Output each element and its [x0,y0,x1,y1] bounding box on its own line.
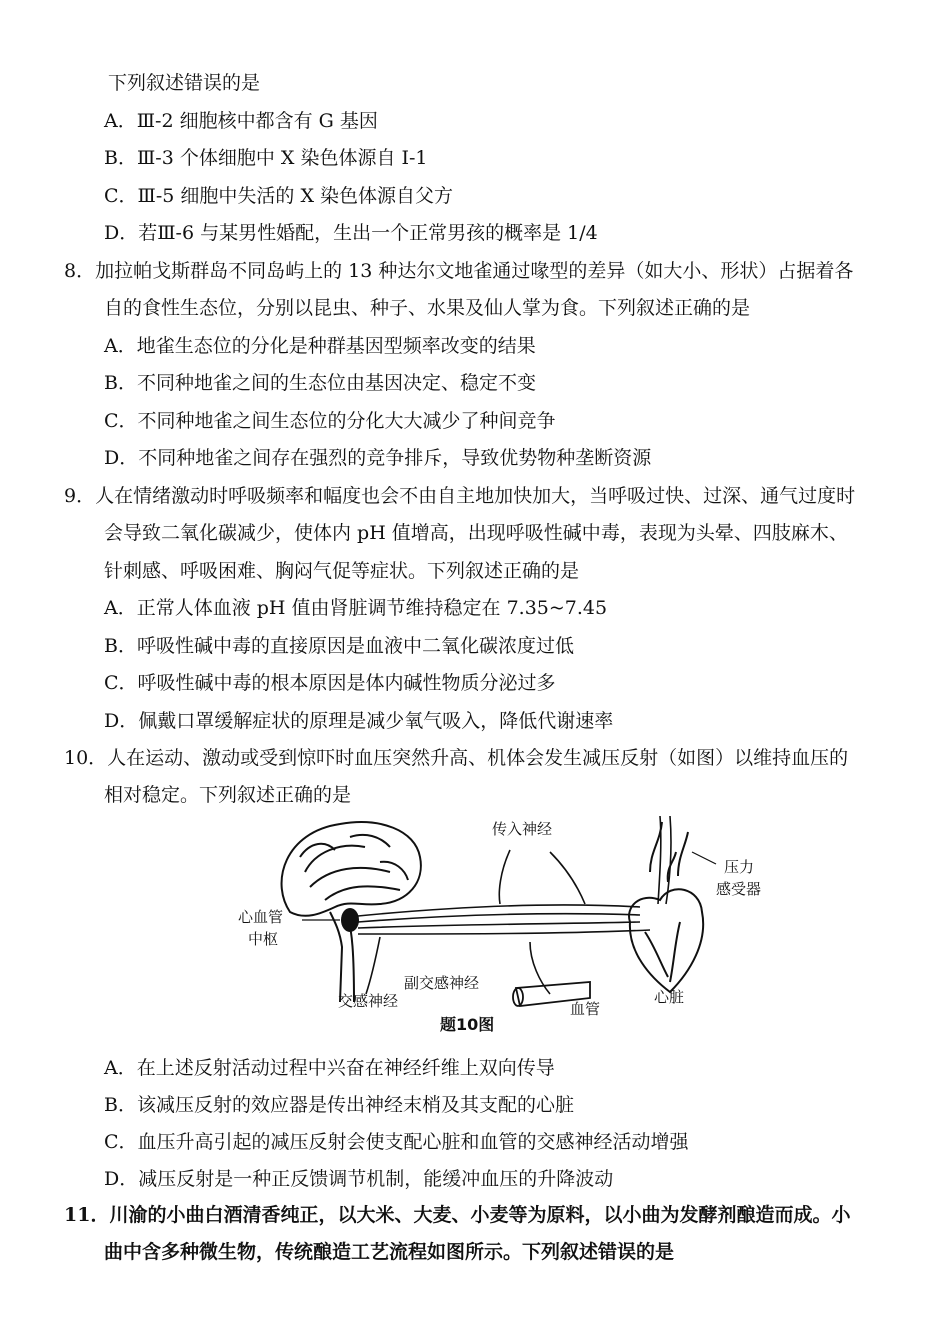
q9-option-d: D．佩戴口罩缓解症状的原理是减少氧气吸入，降低代谢速率 [104,710,614,732]
label-cardiovascular-center-2: 中枢 [248,930,279,948]
q10-option-d: D．减压反射是一种正反馈调节机制，能缓冲血压的升降波动 [104,1168,614,1190]
q7-option-a: A．Ⅲ-2 细胞核中都含有 G 基因 [104,110,378,132]
label-parasympathetic-nerve: 副交感神经 [404,974,480,992]
q11-stem-line2: 曲中含多种微生物，传统酿造工艺流程如图所示。下列叙述错误的是 [104,1241,675,1263]
heart-drawing [629,822,703,992]
q11-stem-line1: 11．川渝的小曲白酒清香纯正，以大米、大麦、小麦等为原料，以小曲为发酵剂酿造而成。小 [64,1204,851,1226]
q9-option-a: A．正常人体血液 pH 值由肾脏调节维持稳定在 7.35~7.45 [104,597,608,619]
q9-stem-line2: 会导致二氧化碳减少，使体内 pH 值增高，出现呼吸性碱中毒，表现为头晕、四肢麻木、 [104,522,848,544]
q8-option-b: B．不同种地雀之间的生态位由基因决定、稳定不变 [104,372,536,394]
label-baroreceptor-1: 压力 [724,858,755,876]
q9-option-b: B．呼吸性碱中毒的直接原因是血液中二氧化碳浓度过低 [104,635,574,657]
label-baroreceptor-2: 感受器 [716,880,762,898]
label-sympathetic-nerve: 交感神经 [338,992,399,1010]
q7-option-d: D．若Ⅲ-6 与某男性婚配，生出一个正常男孩的概率是 1/4 [104,222,598,244]
q10-stem-line2: 相对稳定。下列叙述正确的是 [104,784,352,806]
q10-option-a: A．在上述反射活动过程中兴奋在神经纤维上双向传导 [104,1057,555,1079]
q8-stem-line2: 自的食性生态位，分别以昆虫、种子、水果及仙人掌为食。下列叙述正确的是 [104,297,751,319]
q8-option-d: D．不同种地雀之间存在强烈的竞争排斥，导致优势物种垄断资源 [104,447,652,469]
q7-stem-tail: 下列叙述错误的是 [108,72,261,94]
cardiovascular-center-mark [341,908,359,932]
q10-stem-line1: 10．人在运动、激动或受到惊吓时血压突然升高、机体会发生减压反射（如图）以维持血压的 [64,747,849,769]
q9-stem-line1: 9．人在情绪激动时呼吸频率和幅度也会不由自主地加快加大，当呼吸过快、过深、通气过度时 [64,485,856,507]
label-afferent-nerve: 传入神经 [492,820,553,838]
q10-option-b: B．该减压反射的效应器是传出神经末梢及其支配的心脏 [104,1094,574,1116]
q9-option-c: C．呼吸性碱中毒的根本原因是体内碱性物质分泌过多 [104,672,556,694]
figure-caption: 题10图 [440,1015,495,1034]
baroreflex-diagram [230,812,790,1040]
q8-option-c: C．不同种地雀之间生态位的分化大大减少了种间竞争 [104,410,556,432]
q7-option-b: B．Ⅲ-3 个体细胞中 X 染色体源自 I-1 [104,147,428,169]
q8-stem-line1: 8．加拉帕戈斯群岛不同岛屿上的 13 种达尔文地雀通过喙型的差异（如大小、形状）占据着各 [64,260,854,282]
label-blood-vessel: 血管 [570,1000,601,1018]
q9-stem-line3: 针刺感、呼吸困难、胸闷气促等症状。下列叙述正确的是 [104,560,580,582]
q10-option-c: C．血压升高引起的减压反射会使支配心脏和血管的交感神经活动增强 [104,1131,689,1153]
q7-option-c: C．Ⅲ-5 细胞中失活的 X 染色体源自父方 [104,185,454,207]
nerve-fibers [358,816,671,994]
label-heart: 心脏 [654,988,685,1006]
label-cardiovascular-center-1: 心血管 [238,908,284,926]
q8-option-a: A．地雀生态位的分化是种群基因型频率改变的结果 [104,335,536,357]
